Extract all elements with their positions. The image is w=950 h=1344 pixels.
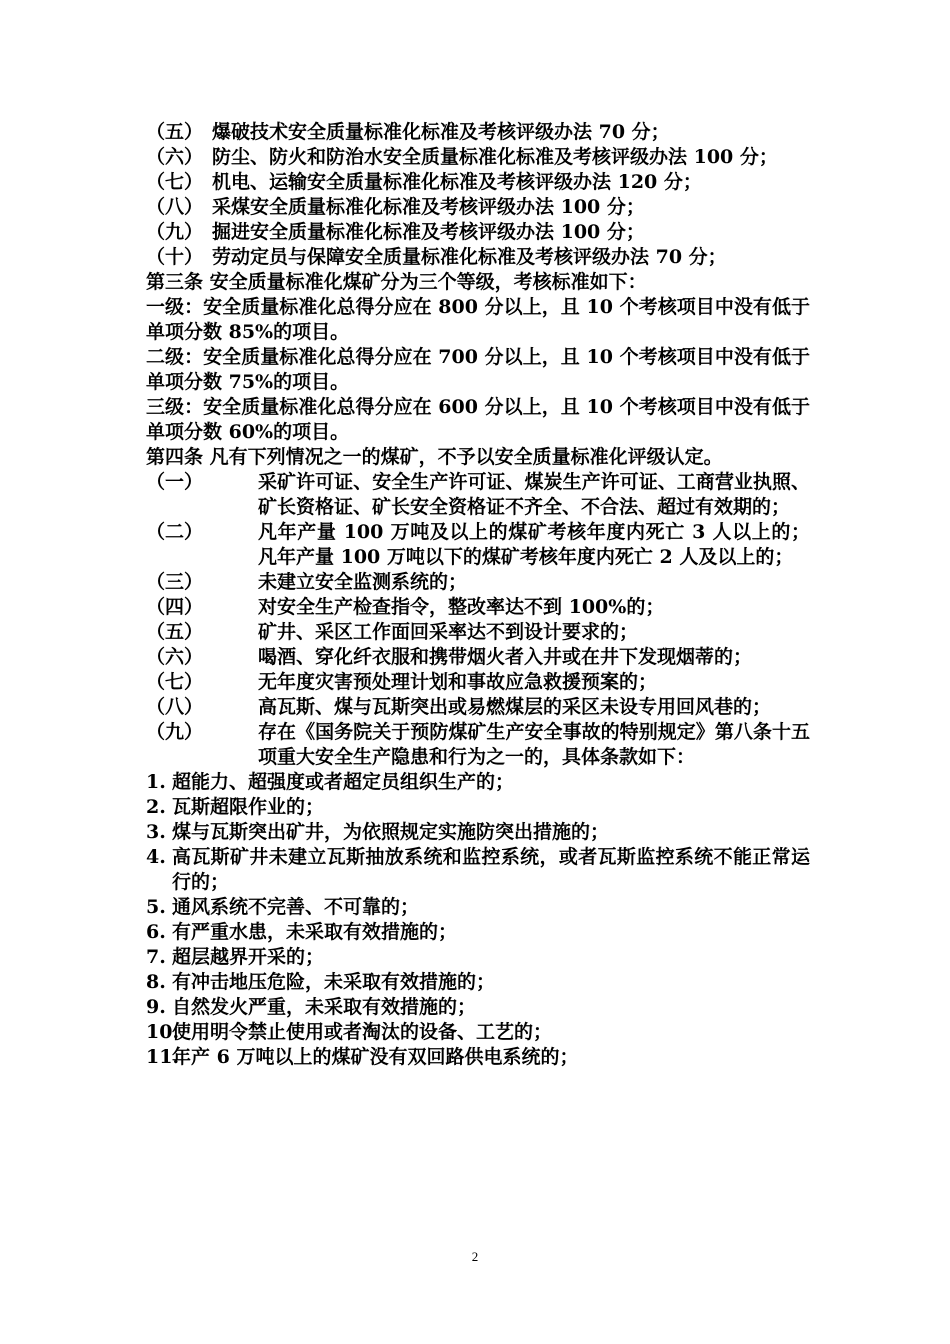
list-item <box>146 645 810 670</box>
item-number: 7. <box>146 946 166 968</box>
item-label: （五） <box>146 621 204 643</box>
item-text: 无年度灾害预处理计划和事故应急救援预案的； <box>258 671 658 693</box>
item-number: 1. <box>146 771 166 793</box>
item-text: 劳动定员与保障安全质量标准化标准及考核评级办法 70 分； <box>212 246 727 268</box>
numbered-item <box>146 995 810 1020</box>
list-item <box>146 220 810 245</box>
category-list <box>146 120 810 270</box>
item-label: （七） <box>146 671 204 693</box>
item-number: 5. <box>146 896 166 918</box>
item-label: （八） <box>146 696 204 718</box>
item-label: （九） <box>146 721 204 743</box>
item-number: 9. <box>146 996 166 1018</box>
article-3-heading: 第三条 安全质量标准化煤矿分为三个等级，考核标准如下： <box>146 271 647 293</box>
list-item <box>146 145 810 170</box>
item-text: 使用明令禁止使用或者淘汰的设备、工艺的； <box>172 1021 553 1043</box>
item-label: （四） <box>146 596 204 618</box>
item-text: 机电、运输安全质量标准化标准及考核评级办法 120 分； <box>212 171 702 193</box>
list-item <box>146 520 810 570</box>
list-item <box>146 170 810 195</box>
item-text: 通风系统不完善、不可靠的； <box>172 896 420 918</box>
numbered-item <box>146 1045 810 1070</box>
numbered-item <box>146 1020 810 1045</box>
numbered-list <box>146 770 810 1070</box>
item-text: 爆破技术安全质量标准化标准及考核评级办法 70 分； <box>212 121 670 143</box>
list-item <box>146 620 810 645</box>
item-text: 超能力、超强度或者超定员组织生产的； <box>172 771 515 793</box>
item-label: （五） <box>146 121 204 143</box>
item-text: 存在《国务院关于预防煤矿生产安全事故的特别规定》第八条十五项重大安全生产隐患和行为之一的，具体条款如下： <box>258 721 810 768</box>
item-label: （六） <box>146 646 204 668</box>
list-item <box>146 470 810 520</box>
exclusion-list <box>146 470 810 770</box>
list-item <box>146 695 810 720</box>
numbered-item <box>146 820 810 845</box>
item-text: 防尘、防火和防治水安全质量标准化标准及考核评级办法 100 分； <box>212 146 778 168</box>
item-label: （七） <box>146 171 204 193</box>
item-label: （十） <box>146 246 204 268</box>
item-text: 未建立安全监测系统的； <box>258 571 468 593</box>
numbered-item <box>146 845 810 895</box>
item-number: 6. <box>146 921 166 943</box>
item-number: 4. <box>146 846 166 868</box>
level-2-paragraph: 二级：安全质量标准化总得分应在 700 分以上，且 10 个考核项目中没有低于单项分数 75%的项目。 <box>146 346 810 393</box>
item-number: 2. <box>146 796 166 818</box>
numbered-item <box>146 795 810 820</box>
item-text: 高瓦斯矿井未建立瓦斯抽放系统和监控系统，或者瓦斯监控系统不能正常运行的； <box>172 846 810 893</box>
item-text: 自然发火严重，未采取有效措施的； <box>172 996 477 1018</box>
article-4-heading: 第四条 凡有下列情况之一的煤矿，不予以安全质量标准化评级认定。 <box>146 446 723 468</box>
document-body <box>146 120 810 1070</box>
item-text: 超层越界开采的； <box>172 946 325 968</box>
numbered-item <box>146 970 810 995</box>
list-item <box>146 195 810 220</box>
item-text: 有严重水患，未采取有效措施的； <box>172 921 458 943</box>
item-text: 有冲击地压危险，未采取有效措施的； <box>172 971 496 993</box>
list-item <box>146 120 810 145</box>
item-text: 采煤安全质量标准化标准及考核评级办法 100 分； <box>212 196 645 218</box>
item-label: （二） <box>146 521 204 543</box>
item-number: 8. <box>146 971 166 993</box>
list-item <box>146 570 810 595</box>
item-label: （九） <box>146 221 204 243</box>
item-text: 高瓦斯、煤与瓦斯突出或易燃煤层的采区未设专用回风巷的； <box>258 696 772 718</box>
item-text: 煤与瓦斯突出矿井，为依照规定实施防突出措施的； <box>172 821 610 843</box>
item-text: 凡年产量 100 万吨及以上的煤矿考核年度内死亡 3 人以上的；凡年产量 100 万吨以下的煤矿考核年度内死亡 2 人及以上的； <box>258 521 810 568</box>
page-number: 2 <box>471 1249 479 1264</box>
level-1-paragraph: 一级：安全质量标准化总得分应在 800 分以上，且 10 个考核项目中没有低于单项分数 85%的项目。 <box>146 296 810 343</box>
list-item <box>146 720 810 770</box>
item-number: 3. <box>146 821 166 843</box>
level-3-paragraph: 三级：安全质量标准化总得分应在 600 分以上，且 10 个考核项目中没有低于单项分数 60%的项目。 <box>146 396 810 443</box>
item-text: 采矿许可证、安全生产许可证、煤炭生产许可证、工商营业执照、矿长资格证、矿长安全资格证不齐全、不合法、超过有效期的； <box>258 471 810 518</box>
item-label: （八） <box>146 196 204 218</box>
item-text: 掘进安全质量标准化标准及考核评级办法 100 分； <box>212 221 645 243</box>
list-item <box>146 245 810 270</box>
item-text: 对安全生产检查指令，整改率达不到 100%的； <box>258 596 665 618</box>
item-label: （三） <box>146 571 204 593</box>
item-label: （六） <box>146 146 204 168</box>
item-number: 10. <box>146 1021 180 1043</box>
item-label: （一） <box>146 471 204 493</box>
item-text: 瓦斯超限作业的； <box>172 796 325 818</box>
item-text: 矿井、采区工作面回采率达不到设计要求的； <box>258 621 639 643</box>
item-number: 11. <box>146 1046 180 1068</box>
numbered-item <box>146 945 810 970</box>
numbered-item <box>146 920 810 945</box>
item-text: 年产 6 万吨以上的煤矿没有双回路供电系统的； <box>172 1046 579 1068</box>
numbered-item <box>146 895 810 920</box>
list-item <box>146 670 810 695</box>
numbered-item <box>146 770 810 795</box>
list-item <box>146 595 810 620</box>
item-text: 喝酒、穿化纤衣服和携带烟火者入井或在井下发现烟蒂的； <box>258 646 753 668</box>
